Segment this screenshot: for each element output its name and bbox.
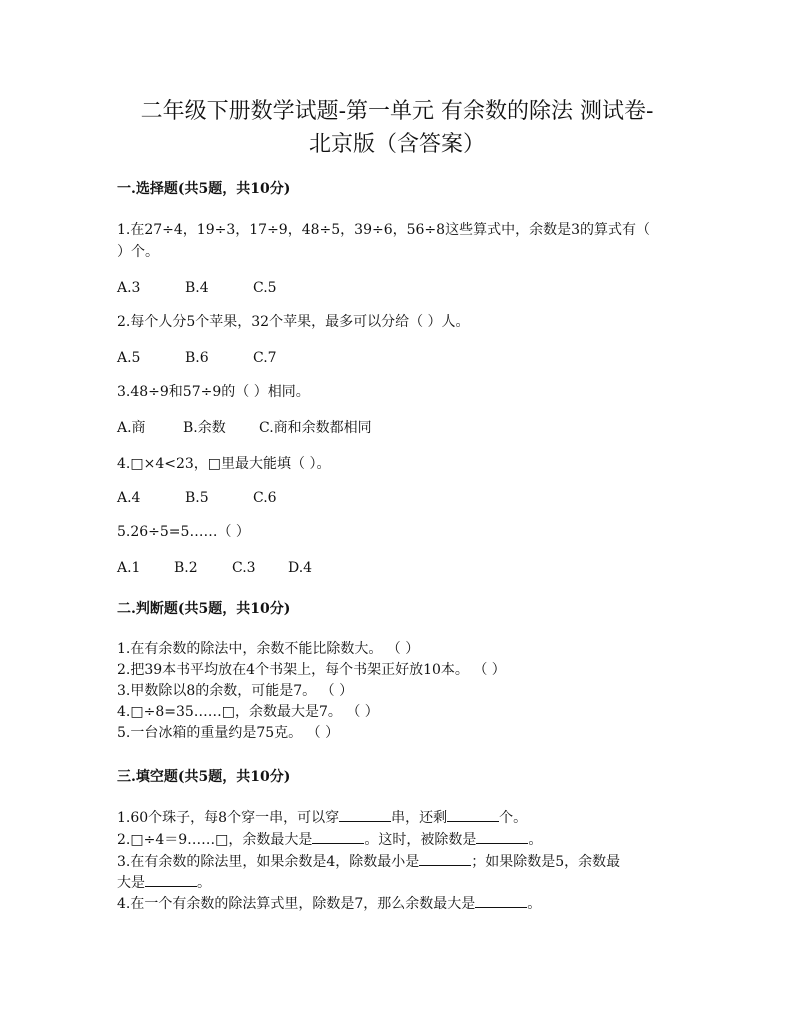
option-a: A.4 [117,490,141,506]
answer-blank[interactable] [476,831,528,844]
option-a: A.5 [117,350,141,366]
page-title-line1: 二年级下册数学试题-第一单元 有余数的除法 测试卷- [140,99,654,124]
option-b: B.余数 [183,420,226,436]
question-3: 3.48÷9和57÷9的（ ）相同。 [117,384,310,400]
question-2-options [117,348,277,368]
judge-item-5: 5.一台冰箱的重量约是75克。 （ ） [117,725,340,741]
question-1-line2: ）个。 [117,244,159,260]
option-c: C.6 [253,490,277,506]
answer-blank[interactable] [419,853,471,866]
fill-item-1-text-b: 串，还剩 [391,810,448,826]
page-title-line2: 北京版（含答案） [308,132,485,157]
section-heading-judge: 二.判断题(共5题，共10分) [117,601,291,617]
fill-item-1 [117,808,527,828]
option-a: A.商 [117,420,146,436]
fill-item-3-line2 [117,873,211,893]
fill-item-4-text-b: 。 [527,896,542,912]
question-4-options [117,488,277,508]
fill-item-2-text-c: 。 [528,832,543,848]
option-b: B.2 [174,560,198,576]
section-heading-fill: 三.填空题(共5题，共10分) [117,769,291,785]
judge-item-4: 4.□÷8=35……□，余数最大是7。 （ ） [117,704,379,720]
question-5-options [117,558,312,578]
option-b: B.4 [185,280,209,296]
answer-blank[interactable] [145,874,197,887]
fill-item-1-text-a: 1.60个珠子，每8个穿一串，可以穿 [117,810,340,826]
section-heading-choice: 一.选择题(共5题，共10分) [117,181,291,197]
question-4: 4.□×4<23，□里最大能填（ ）。 [117,456,331,472]
option-a: A.1 [117,560,141,576]
question-1-options [117,278,277,298]
fill-item-2-text-a: 2.□÷4＝9……□，余数最大是 [117,832,313,848]
fill-item-4 [117,894,541,914]
answer-blank[interactable] [447,809,499,822]
fill-item-2-text-b: 。这时，被除数是 [364,832,477,848]
fill-item-3-line1 [117,852,620,872]
fill-item-1-text-c: 个。 [499,810,528,826]
fill-item-3-text-c: 大是 [117,875,145,891]
option-c: C.3 [232,560,256,576]
option-c: C.5 [253,280,277,296]
fill-item-3-text-b: ；如果除数是5，余数最 [471,854,621,870]
option-d: D.4 [288,560,313,576]
question-3-options [117,418,372,438]
option-c: C.商和余数都相同 [259,420,372,436]
question-5: 5.26÷5=5……（ ） [117,524,250,540]
answer-blank[interactable] [312,831,364,844]
judge-item-1: 1.在有余数的除法中，余数不能比除数大。 （ ） [117,641,420,657]
option-b: B.5 [185,490,209,506]
fill-item-3-text-d: 。 [197,875,211,891]
option-b: B.6 [185,350,209,366]
option-c: C.7 [253,350,277,366]
option-a: A.3 [117,280,141,296]
question-1-line1: 1.在27÷4，19÷3，17÷9，48÷5，39÷6，56÷8这些算式中，余数是3的算式有（ [117,222,650,238]
answer-blank[interactable] [475,895,527,908]
question-2: 2.每个人分5个苹果，32个苹果，最多可以分给（ ）人。 [117,314,470,330]
judge-item-2: 2.把39本书平均放在4个书架上，每个书架正好放10本。 （ ） [117,662,506,678]
fill-item-3-text-a: 3.在有余数的除法里，如果余数是4，除数最小是 [117,854,420,870]
judge-item-3: 3.甲数除以8的余数，可能是7。 （ ） [117,683,354,699]
fill-item-4-text-a: 4.在一个有余数的除法算式里，除数是7，那么余数最大是 [117,896,476,912]
answer-blank[interactable] [339,809,391,822]
fill-item-2 [117,830,542,850]
